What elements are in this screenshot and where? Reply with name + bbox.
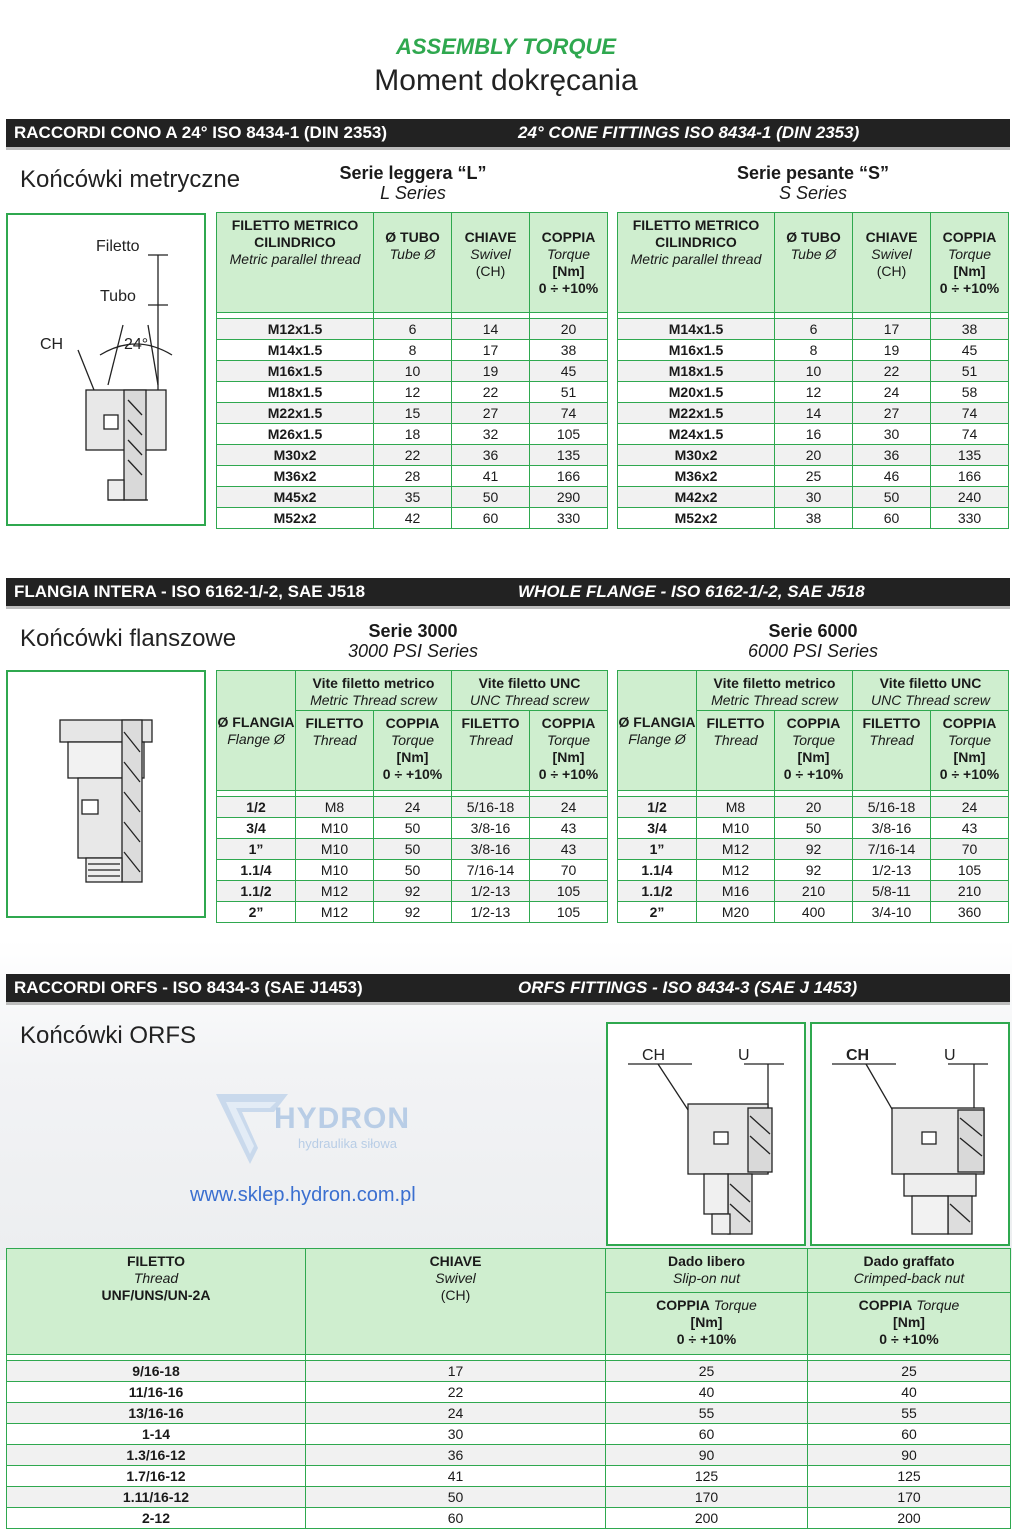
table-cell: 105 [530,881,608,902]
table-cell: M42x2 [618,487,775,508]
table-cell: M12 [296,881,374,902]
table-cell: 14 [452,319,530,340]
hydron-logo [212,1088,452,1168]
table-cell: 24 [306,1403,606,1424]
col-slip-group: Dado libero Slip-on nut [606,1249,808,1293]
table-cell: M12 [697,839,775,860]
label-ch: CH [846,1047,870,1064]
col-torque: COPPIA Torque [Nm] 0 ÷ +10% [808,1293,1011,1355]
table-cell: M12 [697,860,775,881]
table-cell: 27 [853,403,931,424]
table-row [618,797,1009,818]
table-cell: 3/4 [618,818,697,839]
table-cell: 9/16-18 [7,1361,306,1382]
label-ch: CH [40,336,64,353]
table-cell: 46 [853,466,931,487]
table-cell: 1/2-13 [853,860,931,881]
series-s-caption [700,163,926,203]
table-cell: 105 [530,424,608,445]
label-u: U [738,1047,750,1064]
table-cell: 135 [530,445,608,466]
col-metric-group: Vite filetto metrico Metric Thread screw [697,671,853,711]
table-row [217,839,608,860]
table-3000-body [217,791,608,923]
table-row [217,902,608,923]
table-cell: 3/8-16 [853,818,931,839]
table-row [217,403,608,424]
table-row [618,902,1009,923]
table-cell: 50 [374,860,452,881]
table-cell: 92 [775,839,853,860]
col-unc-group: Vite filetto UNC UNC Thread screw [452,671,608,711]
table-row [618,403,1009,424]
table-cell: M10 [296,818,374,839]
table-cell: 105 [931,860,1009,881]
flange-fitting-figure [6,670,206,918]
table-cell: M12 [296,902,374,923]
title-pl: Moment dokręcania [374,64,638,97]
col-thread: FILETTO METRICO CILINDRICO Metric parallel thread [217,213,374,313]
table-cell: 7/16-14 [853,839,931,860]
section3-bar [6,974,1010,1002]
table-cell: 1” [217,839,296,860]
table-cell: 50 [452,487,530,508]
table-cell: 14 [775,403,853,424]
table-cell: 210 [775,881,853,902]
table-cell: 38 [530,340,608,361]
series-l-sub: L Series [380,183,446,203]
table-row [618,340,1009,361]
table-3000-series [216,670,608,923]
table-cell: M10 [697,818,775,839]
col-thread: FILETTO Thread [853,711,931,791]
table-cell: 7/16-14 [452,860,530,881]
table-cell: M20x1.5 [618,382,775,403]
table-row [618,860,1009,881]
table-cell: 74 [931,403,1009,424]
col-tube: Ø TUBO Tube Ø [374,213,452,313]
table-cell: M16x1.5 [618,340,775,361]
table-cell: 30 [306,1424,606,1445]
table-cell: M14x1.5 [618,319,775,340]
section2-bar-right: WHOLE FLANGE - ISO 6162-1/-2, SAE J518 [518,582,865,601]
table-cell: 17 [306,1361,606,1382]
table-cell: 10 [374,361,452,382]
table-cell: 30 [775,487,853,508]
table-cell: 50 [374,839,452,860]
label-u: U [944,1047,956,1064]
table-cell: 8 [374,340,452,361]
table-cell: 10 [775,361,853,382]
table-cell: 20 [530,319,608,340]
table-cell: M14x1.5 [217,340,374,361]
label-filetto: Filetto [96,238,140,255]
table-cell: 5/16-18 [853,797,931,818]
table-cell: 1” [618,839,697,860]
table-cell: 41 [452,466,530,487]
table-s-body [618,313,1009,529]
section3-bar-shadow [6,1002,1010,1005]
table-cell: M8 [697,797,775,818]
table-cell: 2” [217,902,296,923]
hydron-tagline: hydraulika siłowa [298,1136,397,1151]
table-cell: 1.1/4 [217,860,296,881]
table-cell: 55 [808,1403,1011,1424]
table-cell: M16 [697,881,775,902]
table-cell: 92 [775,860,853,881]
col-thread: FILETTO Thread [296,711,374,791]
table-row [7,1382,1011,1403]
table-row [7,1403,1011,1424]
table-cell: 90 [808,1445,1011,1466]
table-cell: 40 [808,1382,1011,1403]
table-orfs [6,1248,1011,1529]
table-row [618,319,1009,340]
table-cell: 20 [775,445,853,466]
table-cell: M22x1.5 [217,403,374,424]
table-cell: 43 [530,818,608,839]
table-cell: 3/4 [217,818,296,839]
table-cell: 38 [775,508,853,529]
table-6000-body [618,791,1009,923]
table-cell: 1/2-13 [452,902,530,923]
table-cell: 51 [530,382,608,403]
col-thread: FILETTO METRICO CILINDRICO Metric parallel thread [618,213,775,313]
table-cell: M24x1.5 [618,424,775,445]
table-cell: M52x2 [217,508,374,529]
orfs-slip-on-figure [606,1022,806,1246]
table-cell: 30 [853,424,931,445]
table-cell: 6 [775,319,853,340]
table-cell: 22 [374,445,452,466]
title-en: ASSEMBLY TORQUE [395,34,617,59]
table-cell: 15 [374,403,452,424]
table-cell: 45 [530,361,608,382]
col-key: CHIAVE Swivel (CH) [306,1249,606,1355]
col-torque: COPPIA Torque [Nm] 0 ÷ +10% [931,213,1009,313]
series-3000-sub: 3000 PSI Series [347,641,479,661]
table-cell: 170 [606,1487,808,1508]
table-cell: 166 [931,466,1009,487]
col-flange: Ø FLANGIA Flange Ø [217,671,296,791]
table-cell: M36x2 [618,466,775,487]
table-row [618,818,1009,839]
flange-fitting-drawing [8,672,204,916]
table-row [618,466,1009,487]
table-cell: 50 [374,818,452,839]
table-cell: 13/16-16 [7,1403,306,1424]
table-cell: 60 [306,1508,606,1529]
col-crimp-group: Dado graffato Crimped-back nut [808,1249,1011,1293]
table-row [618,881,1009,902]
table-cell: 400 [775,902,853,923]
table-cell: 74 [530,403,608,424]
table-cell: 1.7/16-12 [7,1466,306,1487]
col-torque: COPPIA Torque [Nm] 0 ÷ +10% [775,711,853,791]
table-cell: M30x2 [618,445,775,466]
table-cell: 2-12 [7,1508,306,1529]
table-cell: 16 [775,424,853,445]
table-row [217,797,608,818]
series-l-caption [300,163,526,203]
table-cell: 125 [606,1466,808,1487]
label-tubo: Tubo [100,288,136,305]
col-torque: COPPIA Torque [Nm] 0 ÷ +10% [374,711,452,791]
table-cell: 22 [306,1382,606,1403]
table-cell: 32 [452,424,530,445]
series-s-name: Serie pesante “S” [736,163,890,183]
table-row [217,466,608,487]
table-cell: 170 [808,1487,1011,1508]
table-row [217,424,608,445]
table-row [217,361,608,382]
table-row [618,424,1009,445]
table-cell: 74 [931,424,1009,445]
table-cell: 20 [775,797,853,818]
table-row [7,1508,1011,1529]
orfs-slip-on-drawing [608,1024,804,1244]
series-3000-caption [300,621,526,661]
table-cell: 200 [808,1508,1011,1529]
table-cell: 40 [606,1382,808,1403]
section3-title: Końcówki ORFS [20,1022,197,1049]
table-cell: 60 [808,1424,1011,1445]
series-3000-name: Serie 3000 [368,621,458,641]
section2-title: Końcówki flanszowe [20,625,237,652]
table-cell: 5/8-11 [853,881,931,902]
table-cell: 8 [775,340,853,361]
table-row [217,382,608,403]
table-row [618,839,1009,860]
table-cell: 27 [452,403,530,424]
table-cell: 70 [931,839,1009,860]
label-angle: 24° [124,336,149,353]
table-cell: 55 [606,1403,808,1424]
table-cell: 92 [374,902,452,923]
table-cell: 3/4-10 [853,902,931,923]
table-cell: M8 [296,797,374,818]
table-cell: M12x1.5 [217,319,374,340]
table-cell: 17 [853,319,931,340]
table-row [217,445,608,466]
table-cell: 25 [775,466,853,487]
table-cell: 50 [853,487,931,508]
section3-bar-left: RACCORDI ORFS - ISO 8434-3 (SAE J1453) [14,978,363,997]
table-row [618,445,1009,466]
table-cell: 5/16-18 [452,797,530,818]
table-cell: 43 [530,839,608,860]
table-cell: 1/2-13 [452,881,530,902]
cone-fitting-figure [6,213,206,526]
series-6000-name: Serie 6000 [768,621,858,641]
label-ch: CH [642,1047,666,1064]
table-cell: 24 [374,797,452,818]
table-cell: 1/2 [217,797,296,818]
table-cell: 3/8-16 [452,839,530,860]
section2-bar-left: FLANGIA INTERA - ISO 6162-1/-2, SAE J518 [14,582,366,601]
table-cell: 24 [530,797,608,818]
table-cell: M18x1.5 [618,361,775,382]
section1-bar [6,119,1010,147]
col-flange: Ø FLANGIA Flange Ø [618,671,697,791]
table-cell: 1-14 [7,1424,306,1445]
table-cell: M10 [296,860,374,881]
table-cell: 92 [374,881,452,902]
table-cell: M30x2 [217,445,374,466]
table-cell: 330 [530,508,608,529]
table-cell: 12 [775,382,853,403]
table-row [7,1487,1011,1508]
table-cell: 6 [374,319,452,340]
table-cell: 3/8-16 [452,818,530,839]
table-cell: 45 [931,340,1009,361]
table-cell: 41 [306,1466,606,1487]
table-cell: 36 [306,1445,606,1466]
table-row [7,1466,1011,1487]
table-row [217,508,608,529]
table-row [217,860,608,881]
section1-bar-left: RACCORDI CONO A 24° ISO 8434-1 (DIN 2353) [14,123,388,142]
table-cell: 166 [530,466,608,487]
table-cell: 125 [808,1466,1011,1487]
table-cell: M16x1.5 [217,361,374,382]
section1-bar-shadow [6,147,1010,150]
table-cell: M36x2 [217,466,374,487]
table-cell: M22x1.5 [618,403,775,424]
table-cell: 25 [606,1361,808,1382]
table-cell: 1.1/4 [618,860,697,881]
table-row [7,1445,1011,1466]
table-row [618,487,1009,508]
col-torque: COPPIA Torque [Nm] 0 ÷ +10% [530,213,608,313]
table-cell: 60 [606,1424,808,1445]
table-cell: 135 [931,445,1009,466]
table-cell: 360 [931,902,1009,923]
section2-bar-shadow [6,606,1010,609]
table-row [7,1424,1011,1445]
table-cell: 210 [931,881,1009,902]
table-cell: 35 [374,487,452,508]
table-cell: 330 [931,508,1009,529]
table-row [217,340,608,361]
series-6000-caption [700,621,926,661]
table-cell: 51 [931,361,1009,382]
table-cell: 60 [853,508,931,529]
table-cell: 50 [775,818,853,839]
col-thread: FILETTO Thread UNF/UNS/UN-2A [7,1249,306,1355]
table-cell: 28 [374,466,452,487]
table-row [217,319,608,340]
table-cell: 1.1/2 [217,881,296,902]
orfs-crimped-figure [810,1022,1010,1246]
table-cell: M18x1.5 [217,382,374,403]
table-row [217,881,608,902]
table-cell: 38 [931,319,1009,340]
table-cell: 19 [452,361,530,382]
table-row [618,361,1009,382]
table-cell: 1/2 [618,797,697,818]
table-orfs-body [7,1355,1011,1529]
table-cell: M20 [697,902,775,923]
table-cell: 2” [618,902,697,923]
col-torque: COPPIA Torque [Nm] 0 ÷ +10% [606,1293,808,1355]
series-l-name: Serie leggera “L” [339,163,487,183]
table-cell: 19 [853,340,931,361]
table-cell: 240 [931,487,1009,508]
table-cell: 24 [853,382,931,403]
table-cell: 42 [374,508,452,529]
orfs-crimped-drawing [812,1024,1008,1244]
table-cell: 18 [374,424,452,445]
col-unc-group: Vite filetto UNC UNC Thread screw [853,671,1009,711]
table-cell: 105 [530,902,608,923]
table-cell: 50 [306,1487,606,1508]
section3-bar-right: ORFS FITTINGS - ISO 8434-3 (SAE J 1453) [518,978,858,997]
col-key: CHIAVE Swivel (CH) [452,213,530,313]
table-l-series [216,212,608,529]
table-cell: 12 [374,382,452,403]
series-s-sub: S Series [778,183,848,203]
col-torque: COPPIA Torque [Nm] 0 ÷ +10% [530,711,608,791]
table-cell: 17 [452,340,530,361]
table-cell: 290 [530,487,608,508]
table-cell: 1.11/16-12 [7,1487,306,1508]
table-cell: 43 [931,818,1009,839]
table-cell: 25 [808,1361,1011,1382]
table-cell: 22 [853,361,931,382]
section2-bar [6,578,1010,606]
table-row [618,508,1009,529]
table-row [618,382,1009,403]
table-cell: 36 [452,445,530,466]
table-6000-series [617,670,1009,923]
table-row [217,487,608,508]
series-6000-sub: 6000 PSI Series [747,641,879,661]
section1-bar-right: 24° CONE FITTINGS ISO 8434-1 (DIN 2353) [518,123,860,142]
table-cell: 1.3/16-12 [7,1445,306,1466]
table-cell: 36 [853,445,931,466]
col-thread: FILETTO Thread [452,711,530,791]
col-torque: COPPIA Torque [Nm] 0 ÷ +10% [931,711,1009,791]
cone-fitting-drawing [8,215,204,524]
col-metric-group: Vite filetto metrico Metric Thread screw [296,671,452,711]
table-cell: 70 [530,860,608,881]
table-row [217,818,608,839]
col-thread: FILETTO Thread [697,711,775,791]
section1-title: Końcówki metryczne [20,166,241,193]
table-l-body [217,313,608,529]
table-cell: 200 [606,1508,808,1529]
table-s-series [617,212,1009,529]
table-cell: M52x2 [618,508,775,529]
table-cell: 24 [931,797,1009,818]
table-cell: 90 [606,1445,808,1466]
table-cell: 60 [452,508,530,529]
col-tube: Ø TUBO Tube Ø [775,213,853,313]
col-key: CHIAVE Swivel (CH) [853,213,931,313]
table-cell: 11/16-16 [7,1382,306,1403]
table-cell: 58 [931,382,1009,403]
table-row [7,1361,1011,1382]
table-cell: 22 [452,382,530,403]
table-cell: M26x1.5 [217,424,374,445]
hydron-url-link[interactable]: www.sklep.hydron.com.pl [190,1184,416,1206]
hydron-brand: HYDRON [274,1102,411,1135]
table-cell: M45x2 [217,487,374,508]
table-cell: 1.1/2 [618,881,697,902]
table-cell: M10 [296,839,374,860]
